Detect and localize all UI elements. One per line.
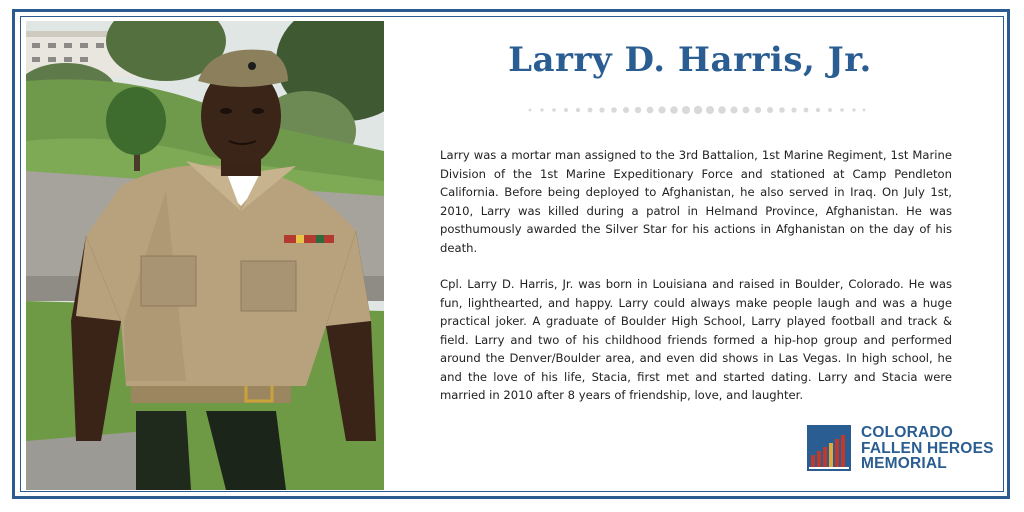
- logo-wordmark: [861, 425, 994, 472]
- flag-bars-icon: [807, 425, 851, 471]
- logo-line-3: MEMORIAL: [861, 455, 947, 472]
- dotted-divider: [526, 104, 866, 116]
- page-title: Larry D. Harris, Jr.: [508, 40, 872, 80]
- bio-paragraph-service: Larry was a mortar man assigned to the 3rd Battalion, 1st Marine Regiment, 1st Marine Division of the 1st Marine Expeditionary Force and stationed at Camp Pendleton California. Before being deployed to Afghanistan, he also served in Iraq. On July 1st, 2010, Larry was killed during a patrol in Helmand Province, Afghanistan. He was posthumously awarded the Silver Star for his actions in Afghanistan on the day of his death.: [440, 148, 952, 255]
- bio-paragraph-personal: Cpl. Larry D. Harris, Jr. was born in Louisiana and raised in Boulder, Colorado. He was fun, lighthearted, and happy. Larry could always make people laugh and was a huge practical joker. A graduate of Boulder High School, Larry played football and track & field. Larry and two of his childhood friends formed a hip-hop group and performed around the Denver/Boulder area, and even did shows in Las Vegas. In high school, he and the love of his life, Stacia, first met and started dating. Larry and Stacia were married in 2010 after 8 years of friendship, love, and laughter.: [440, 277, 952, 402]
- portrait-photo: [26, 21, 384, 490]
- logo-line-2: FALLEN HEROES: [861, 439, 994, 457]
- logo-line-1: COLORADO: [861, 424, 954, 441]
- colorado-fallen-heroes-logo: [807, 425, 997, 475]
- biography: [440, 146, 952, 423]
